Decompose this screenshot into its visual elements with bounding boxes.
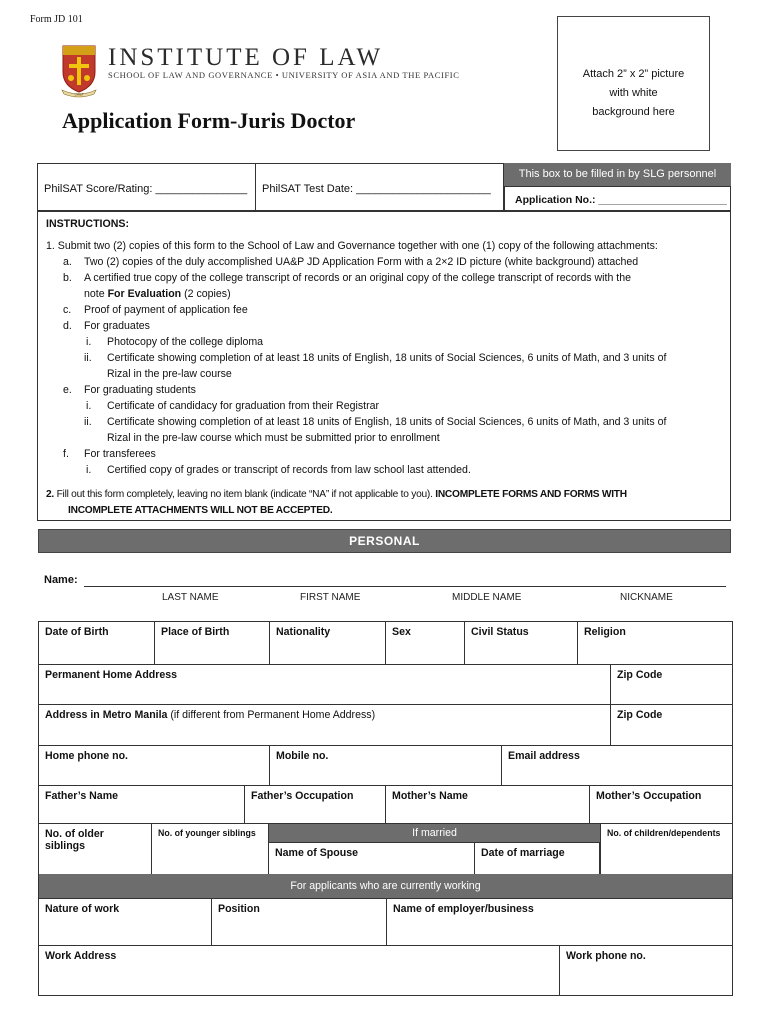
older-siblings-field[interactable]: No. of older siblings xyxy=(39,824,152,874)
application-number-field[interactable]: Application No.: ______________________ xyxy=(504,186,731,211)
pob-field[interactable]: Place of Birth xyxy=(155,622,270,664)
instruction-item: 1. Submit two (2) copies of this form to the School of Law and Governance together with one (1) copy of the following attachments: xyxy=(46,239,658,252)
children-field[interactable]: No. of children/dependents xyxy=(600,824,732,874)
instructions-box xyxy=(37,211,731,521)
photo-box-line: Attach 2” x 2” picture xyxy=(582,68,685,80)
instruction-item: ii. Certificate showing completion of at least 18 units of English, 18 units of Social Sciences, 6 units of Math, and 3 units of xyxy=(84,351,667,364)
first-name-label: FIRST NAME xyxy=(300,592,361,603)
instruction-item: Rizal in the pre-law course which must be submitted prior to enrollment xyxy=(107,431,440,444)
father-occupation-field[interactable]: Father’s Occupation xyxy=(245,786,386,823)
instructions-heading: INSTRUCTIONS: xyxy=(46,218,129,230)
name-input-line[interactable] xyxy=(84,586,726,587)
nature-of-work-field[interactable]: Nature of work xyxy=(39,899,212,945)
younger-siblings-field[interactable]: No. of younger siblings xyxy=(152,824,269,874)
instruction-item: e. For graduating students xyxy=(63,383,196,396)
employer-field[interactable]: Name of employer/business xyxy=(393,903,534,915)
working-applicants-header: For applicants who are currently working xyxy=(39,874,732,898)
instruction-item: ii. Certificate showing completion of at least 18 units of English, 18 units of Social Sciences, 6 units of Math, and 3 units of xyxy=(84,415,667,428)
nickname-label: NICKNAME xyxy=(620,592,673,603)
philsat-date-field[interactable]: PhilSAT Test Date: ______________________ xyxy=(262,183,491,195)
personal-section-header: PERSONAL xyxy=(38,529,731,553)
zip-code-field[interactable]: Zip Code xyxy=(617,669,663,681)
institute-subtitle: SCHOOL OF LAW AND GOVERNANCE • UNIVERSITY OF ASIA AND THE PACIFIC xyxy=(108,70,460,80)
slg-header: This box to be filled in by SLG personnel xyxy=(504,163,731,186)
philsat-score-field[interactable]: PhilSAT Score/Rating: _______________ xyxy=(38,164,256,210)
last-name-label: LAST NAME xyxy=(162,592,219,603)
if-married-header: If married xyxy=(269,824,600,842)
spouse-name-field[interactable]: Name of Spouse xyxy=(269,842,475,874)
instruction-item: f. For transferees xyxy=(63,447,156,460)
nationality-field[interactable]: Nationality xyxy=(270,622,386,664)
instruction-item: 2. Fill out this form completely, leaving no item blank (indicate “NA” if not applicable to you). INCOMPLETE FORMS AND FORMS WITH xyxy=(46,488,627,500)
instruction-item: b. A certified true copy of the college transcript of records or an original copy of the college transcript of records with the xyxy=(63,271,632,284)
position-field[interactable]: Position xyxy=(212,899,387,945)
instruction-item: note For Evaluation (2 copies) xyxy=(84,287,231,300)
philsat-box xyxy=(37,163,504,211)
mother-name-field[interactable]: Mother’s Name xyxy=(386,786,590,823)
civil-status-field[interactable]: Civil Status xyxy=(465,622,578,664)
dob-field[interactable]: Date of Birth xyxy=(39,622,155,664)
photo-attach-box[interactable] xyxy=(557,16,710,151)
mobile-field[interactable]: Mobile no. xyxy=(270,746,502,785)
sex-field[interactable]: Sex xyxy=(386,622,465,664)
instruction-item: d. For graduates xyxy=(63,319,150,332)
permanent-address-field[interactable]: Permanent Home Address xyxy=(39,665,611,704)
instruction-item: Rizal in the pre-law course xyxy=(107,367,232,380)
instruction-item: INCOMPLETE ATTACHMENTS WILL NOT BE ACCEPTED. xyxy=(68,504,333,516)
form-title: Application Form-Juris Doctor xyxy=(62,108,356,133)
university-crest-logo xyxy=(60,42,98,98)
crest-text: UA&P xyxy=(74,92,84,97)
zip-code-field[interactable]: Zip Code xyxy=(617,709,663,721)
form-number: Form JD 101 xyxy=(30,14,83,25)
instruction-item: i. Certificate of candidacy for graduation from their Registrar xyxy=(86,399,380,412)
mother-occupation-field[interactable]: Mother’s Occupation xyxy=(596,790,702,802)
metro-address-field[interactable]: Address in Metro Manila (if different from Permanent Home Address) xyxy=(39,705,611,745)
instruction-item: i. Certified copy of grades or transcript of records from law school last attended. xyxy=(86,463,471,476)
work-phone-field[interactable]: Work phone no. xyxy=(566,950,646,962)
middle-name-label: MIDDLE NAME xyxy=(452,592,522,603)
name-label: Name: xyxy=(44,574,78,586)
institute-name: INSTITUTE OF LAW xyxy=(108,44,384,71)
instruction-item: c. Proof of payment of application fee xyxy=(63,303,248,316)
religion-field[interactable]: Religion xyxy=(584,626,626,638)
photo-box-line: with white xyxy=(609,87,658,99)
photo-box-line: background here xyxy=(592,106,675,118)
work-address-field[interactable]: Work Address xyxy=(39,946,560,995)
home-phone-field[interactable]: Home phone no. xyxy=(39,746,270,785)
father-name-field[interactable]: Father’s Name xyxy=(39,786,245,823)
marriage-date-field[interactable]: Date of marriage xyxy=(475,842,600,874)
personal-info-grid xyxy=(38,621,733,996)
instruction-item: a. Two (2) copies of the duly accomplished UA&P JD Application Form with a 2×2 ID picture (white background) attached xyxy=(63,255,639,268)
email-field[interactable]: Email address xyxy=(508,750,580,762)
instruction-item: i. Photocopy of the college diploma xyxy=(86,335,264,348)
